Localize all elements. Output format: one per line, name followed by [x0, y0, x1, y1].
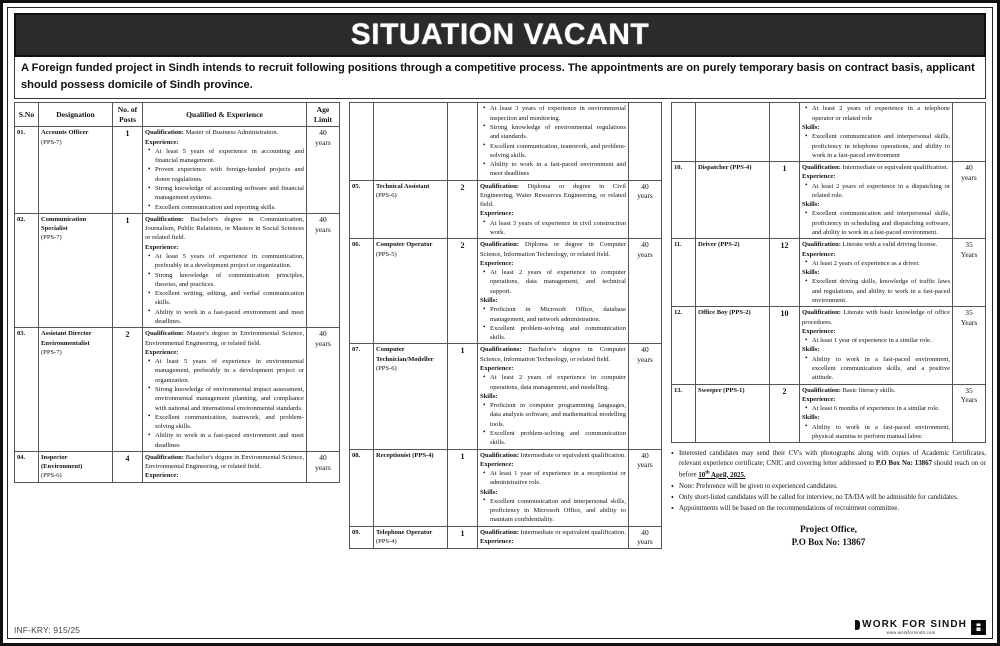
experience-item: • Excellent communication, teamwork, and problem-solving skills.	[145, 413, 304, 432]
header-posts: No. of Posts	[113, 103, 143, 127]
experience-item: • Ability to work in a fast-paced environment and meet deadlines.	[145, 308, 304, 327]
cell-age: 40 years	[306, 127, 339, 214]
experience-list	[802, 104, 950, 123]
qualification-text: Diploma or degree in Civil Engineering, Water Resources Engineering, or related field.	[479, 182, 626, 209]
experience-list	[145, 252, 304, 326]
qualification-text: Bachelor's degree in Communication, Journalism, Public Relations, or Masters in Social Sciences or related field.	[145, 215, 304, 242]
cell-designation	[695, 239, 769, 307]
cell-qualification	[477, 449, 628, 526]
cell-age: 40 years	[306, 213, 339, 327]
skills-label: Skills:	[801, 123, 820, 131]
po-box-bold: P.O Box No: 13867	[875, 460, 932, 468]
skills-item: • Ability to work in a fast-paced environment, physical stamina to perform manual labor.	[802, 423, 950, 442]
skills-list	[802, 355, 950, 383]
table-row	[349, 180, 661, 239]
experience-item: • At least 2 years of experience as a driver.	[802, 259, 950, 268]
designation-title: Driver (PPS-2)	[697, 241, 740, 249]
experience-item: • Strong knowledge of communication principles, theories, and practices.	[145, 271, 304, 290]
designation-pps: (PPS-6)	[375, 191, 397, 199]
table-row	[671, 384, 985, 443]
jobs-body-1	[15, 127, 340, 482]
skills-list	[480, 497, 626, 525]
table-row	[671, 239, 985, 307]
experience-list	[480, 373, 626, 392]
cell-designation	[373, 239, 447, 344]
cell-age: 40 years	[953, 162, 986, 239]
qualification-label: Qualification:	[801, 241, 841, 249]
cell-sno: 01.	[15, 127, 39, 214]
experience-label: Experience:	[479, 364, 514, 372]
cell-sno: 06.	[349, 239, 373, 344]
qualification-text: Bachelor's degree in Environmental Science, Environmental Engineering, or related field.	[145, 453, 304, 471]
designation-title: Computer Technician/Modeller	[375, 346, 434, 363]
job-column-3	[671, 102, 986, 634]
table-header-row	[15, 103, 340, 127]
experience-label: Experience:	[801, 327, 836, 335]
experience-list	[802, 404, 950, 413]
qualification-label: Qualification:	[479, 182, 519, 190]
cell-posts: 2	[769, 384, 799, 443]
cell-posts	[447, 103, 477, 180]
skills-label: Skills:	[479, 392, 498, 400]
experience-label: Experience:	[801, 250, 836, 258]
experience-label: Experience:	[479, 538, 514, 546]
qualification-label: Qualification:	[801, 164, 841, 172]
job-columns-container	[14, 102, 986, 634]
qualification-label: Qualification:	[801, 309, 841, 317]
cell-designation	[373, 180, 447, 239]
cell-qualification	[477, 239, 628, 344]
experience-label: Experience:	[479, 460, 514, 468]
skills-item: • Ability to work in a fast-paced environment, excellent communication skills, and a positive attitude.	[802, 355, 950, 383]
designation-title: Inspector (Environment)	[41, 453, 83, 471]
cell-designation	[695, 103, 769, 162]
cell-qualification	[143, 328, 307, 452]
qualification-label: Qualification:	[801, 386, 841, 394]
cell-age: 40 years	[628, 344, 661, 449]
cell-designation	[373, 449, 447, 526]
header-qualification: Qualified & Experience	[143, 103, 307, 127]
skills-list	[480, 305, 626, 342]
header-designation: Designation	[39, 103, 113, 127]
skills-item: • Excellent communication and interpersonal skills, proficiency in telephone operations, and ability to work in a fast-paced environment	[802, 132, 950, 160]
brand-logo	[855, 620, 986, 635]
cell-designation	[695, 307, 769, 384]
designation-pps: (PPS-7)	[41, 348, 62, 356]
experience-item: • At least 5 years of experience in environmental management, preferably in a development project or organization.	[145, 357, 304, 385]
experience-item: • At least 1 year of experience in a receptionist or administrative role.	[480, 469, 626, 488]
qualification-label: Qualification:	[145, 453, 184, 461]
qualification-line	[480, 528, 626, 537]
cell-sno: 13.	[671, 384, 695, 443]
advertisement-inner-border	[7, 7, 993, 639]
skills-list	[802, 277, 950, 305]
experience-list	[145, 357, 304, 450]
experience-item: • Excellent communication and reporting skills.	[145, 203, 304, 212]
cell-sno: 04.	[15, 451, 39, 482]
designation-title: Communication Specialist	[41, 215, 87, 233]
jobs-table-2	[349, 102, 662, 549]
qualification-label: Qualification:	[479, 451, 519, 459]
cell-age: 40 years	[628, 449, 661, 526]
table-row	[671, 307, 985, 384]
cell-sno: 11.	[671, 239, 695, 307]
skills-item: • Excellent driving skills, knowledge of traffic laws and regulations, and ability to work in a fast-paced environment.	[802, 277, 950, 305]
designation-pps: (PPS-6)	[41, 472, 62, 480]
cell-qualification	[143, 451, 307, 482]
skills-item: • Proficient in computer programming languages, data analysis software, and mathematical modelling tools.	[480, 401, 626, 429]
experience-label: Experience:	[145, 138, 179, 146]
experience-label: Experience:	[479, 210, 514, 218]
designation-title: Assistant Director Environmentalist	[41, 330, 92, 347]
experience-label: Experience:	[145, 348, 179, 356]
cell-designation	[39, 328, 113, 452]
designation-title: Technical Assistant	[375, 182, 430, 190]
cell-qualification	[477, 344, 628, 449]
experience-list	[802, 182, 950, 201]
cell-qualification	[477, 180, 628, 239]
experience-list	[480, 469, 626, 488]
signature-block	[671, 523, 986, 550]
qualification-text: Literate with basic knowledge of office procedures.	[801, 309, 950, 326]
cell-posts: 1	[113, 127, 143, 214]
skills-list	[802, 209, 950, 237]
designation-title: Receptionist (PPS-4)	[375, 451, 434, 459]
masthead-banner	[14, 13, 986, 57]
table-row	[349, 344, 661, 449]
skills-item: • Excellent problem-solving and communication skills.	[480, 324, 626, 343]
qualification-line	[480, 240, 626, 259]
designation-title: Sweeper (PPS-1)	[697, 386, 745, 394]
cell-age: 40 years	[628, 180, 661, 239]
cell-age: 40 years	[628, 239, 661, 344]
cell-posts	[769, 103, 799, 162]
experience-item: • At least 5 years of experience in communication, preferably in a development project or organization.	[145, 252, 304, 271]
cell-designation	[373, 344, 447, 449]
experience-item: • At least 6 months of experience in a similar role.	[802, 404, 950, 413]
cell-qualification	[477, 103, 628, 180]
table-row-continuation	[349, 103, 661, 180]
table-row	[15, 213, 340, 327]
qualification-line	[145, 128, 304, 137]
note-item: • Note: Preference will be given to experienced candidates.	[671, 482, 986, 492]
header-sno: S.No	[15, 103, 39, 127]
cell-age	[628, 103, 661, 180]
skills-list	[480, 401, 626, 447]
cell-sno: 10.	[671, 162, 695, 239]
note-item: • Appointments will be based on the recommendations of recruitment committee.	[671, 504, 986, 514]
experience-list	[802, 259, 950, 268]
experience-item: • Ability to work in a fast-paced environment and meet deadlines	[145, 431, 304, 450]
cell-posts: 2	[113, 328, 143, 452]
experience-item: • Strong knowledge of accounting software and financial management systems.	[145, 184, 304, 203]
designation-pps: (PPS-7)	[41, 138, 62, 146]
qualification-line	[802, 240, 950, 249]
footer-bar	[14, 615, 986, 635]
cell-posts: 10	[769, 307, 799, 384]
cell-designation	[39, 451, 113, 482]
qualification-label: Qualification:	[145, 129, 184, 137]
experience-item: • Proven experience with foreign-funded projects and donor regulations.	[145, 165, 304, 184]
qualification-line	[802, 163, 950, 172]
cell-designation	[39, 213, 113, 327]
skills-item: • Excellent problem-solving and communication skills.	[480, 429, 626, 448]
cell-sno: 03.	[15, 328, 39, 452]
cell-age	[953, 103, 986, 162]
qualification-text: Master of Business Administration.	[185, 129, 279, 137]
experience-label: Experience:	[479, 259, 514, 267]
notes-list	[671, 449, 986, 513]
designation-pps: (PPS-4)	[375, 538, 397, 546]
qr-code-icon	[971, 620, 986, 635]
cell-designation	[695, 384, 769, 443]
experience-list	[480, 104, 626, 178]
table-row	[15, 328, 340, 452]
experience-item: • At least 2 years of experience in computer operations, data management, and technical support.	[480, 268, 626, 296]
experience-item: • At least 3 years of experience in civil construction work.	[480, 219, 626, 238]
skills-label: Skills:	[801, 414, 820, 422]
cell-age: 40 years	[628, 526, 661, 548]
experience-list	[145, 147, 304, 212]
intro-paragraph: A Foreign funded project in Sindh intends to recruit following positions through a competitive process. The appointments are on purely temporary basis on contract basis, applicant should possess domicile of Sindh province.	[14, 57, 986, 99]
skills-label: Skills:	[479, 488, 498, 496]
cell-sno: 08.	[349, 449, 373, 526]
cell-posts: 2	[447, 239, 477, 344]
jobs-table-3	[671, 102, 986, 443]
cell-posts: 1	[113, 213, 143, 327]
jobs-table-1	[14, 102, 340, 482]
designation-title: Accounts Officer	[41, 129, 89, 137]
cell-age: 40 years	[306, 451, 339, 482]
cell-age: 40 years	[306, 328, 339, 452]
experience-item: • Excellent communication, teamwork, and problem-solving skills.	[480, 142, 626, 161]
designation-title: Telephone Operator	[375, 528, 433, 536]
skills-list	[802, 423, 950, 442]
cell-posts: 1	[447, 526, 477, 548]
cell-qualification	[143, 213, 307, 327]
experience-label: Experience:	[145, 243, 179, 251]
qualification-line	[480, 345, 626, 364]
cell-qualification	[143, 127, 307, 214]
cell-sno	[349, 103, 373, 180]
cell-posts: 1	[447, 344, 477, 449]
designation-pps: (PPS-6)	[375, 364, 397, 372]
table-row-continuation	[671, 103, 985, 162]
brand-url-label: www.workforsindh.com	[886, 629, 936, 635]
experience-list	[480, 219, 626, 238]
experience-list	[802, 336, 950, 345]
qualification-line	[145, 329, 304, 348]
column-divider-2	[662, 102, 671, 634]
signature-line-2: P.O Box No: 13867	[791, 536, 866, 547]
cell-posts: 1	[447, 449, 477, 526]
page-title: SITUATION VACANT	[350, 18, 650, 51]
qualification-line	[145, 453, 304, 472]
qualification-label: Qualification:	[145, 215, 184, 223]
signature-line-1: Project Office,	[800, 523, 857, 534]
experience-item: • At least 5 years of experience in accounting and financial management.	[145, 147, 304, 166]
qualification-line	[802, 386, 950, 395]
work-for-sindh-logo	[855, 620, 967, 635]
designation-title: Office Boy (PPS-2)	[697, 309, 751, 317]
experience-item: • At least 3 years of experience in environmental inspection and monitoring.	[480, 104, 626, 123]
column-divider-1	[340, 102, 349, 634]
experience-label: Experience:	[145, 472, 179, 480]
table-row	[671, 162, 985, 239]
table-row	[349, 449, 661, 526]
cell-qualification	[799, 162, 952, 239]
designation-pps: (PPS-7)	[41, 234, 62, 242]
experience-item: • Strong knowledge of environmental regulations and standards.	[480, 123, 626, 142]
qualification-line	[480, 451, 626, 460]
cell-qualification	[799, 103, 952, 162]
cell-sno: 12.	[671, 307, 695, 384]
experience-item: • At least 1 year of experience in a similar role.	[802, 336, 950, 345]
qualification-text: Intermediate or equivalent qualification.	[842, 164, 948, 172]
cell-sno: 09.	[349, 526, 373, 548]
experience-item: • At least 2 years of experience in a telephone operator or related role	[802, 104, 950, 123]
cell-qualification	[799, 307, 952, 384]
cell-age: 35 Years	[953, 239, 986, 307]
notes-section	[671, 449, 986, 514]
experience-item: • At least 2 years of experience in computer operations, data management, and modelling.	[480, 373, 626, 392]
experience-label: Experience:	[801, 173, 836, 181]
qualification-label: Qualifications:	[479, 346, 522, 354]
table-row	[15, 451, 340, 482]
experience-item: • Excellent writing, editing, and verbal communication skills.	[145, 289, 304, 308]
qualification-line	[145, 215, 304, 243]
qualification-text: Intermediate or equivalent qualification.	[520, 528, 626, 536]
table-row	[349, 526, 661, 548]
designation-pps: (PPS-5)	[375, 250, 397, 258]
table-row	[15, 127, 340, 214]
experience-list	[480, 268, 626, 296]
cell-posts: 12	[769, 239, 799, 307]
skills-label: Skills:	[801, 201, 820, 209]
experience-item: • Strong knowledge of environmental impact assessment, environmental management planning, and compliance with national and international environmental standards.	[145, 385, 304, 413]
qualification-label: Qualification:	[479, 241, 519, 249]
skills-item: • Excellent communication and interpersonal skills, proficiency in Microsoft Office, and ability to maintain confidentiality.	[480, 497, 626, 525]
inf-reference-code: INF-KRY: 915/25	[14, 625, 81, 635]
note-item: • Only short-listed candidates will be called for interview, no TA/DA will be admissible for candidates.	[671, 493, 986, 503]
cell-age: 35 Years	[953, 307, 986, 384]
qualification-label: Qualification:	[479, 528, 519, 536]
qualification-text: Bachelor's degree in Computer Science, Information Technology, or related field.	[479, 346, 626, 363]
jobs-body-2	[349, 103, 661, 549]
experience-item: • Ability to work in a fast-paced environment and meet deadlines	[480, 160, 626, 179]
experience-label: Experience:	[801, 395, 836, 403]
brand-name-label: WORK FOR SINDH	[862, 618, 967, 630]
designation-title: Computer Operator	[375, 241, 433, 249]
qualification-text: Basic literacy skills.	[842, 386, 896, 394]
skills-item: • Excellent communication and interpersonal skills, proficiency in scheduling and dispatching software, and ability to work in a fast-paced environment.	[802, 209, 950, 237]
cell-sno: 02.	[15, 213, 39, 327]
qualification-text: Diploma or degree in Computer Science, Information Technology, or related field.	[479, 241, 626, 258]
qualification-label: Qualification:	[145, 330, 184, 338]
cell-sno	[671, 103, 695, 162]
cell-sno: 07.	[349, 344, 373, 449]
cell-qualification	[799, 239, 952, 307]
cell-sno: 05.	[349, 180, 373, 239]
deadline-date: 10th April, 2025.	[698, 470, 746, 479]
experience-item: • At least 2 years of experience in a dispatching or related role.	[802, 182, 950, 201]
cell-posts: 1	[769, 162, 799, 239]
qualification-line	[802, 308, 950, 327]
skills-item: • Proficient in Microsoft Office, database management, and network administration.	[480, 305, 626, 324]
cell-posts: 4	[113, 451, 143, 482]
cell-age: 35 Years	[953, 384, 986, 443]
cell-designation	[373, 103, 447, 180]
cell-qualification	[799, 384, 952, 443]
qualification-text: Master's degree in Environmental Science, Environmental Engineering, or related field.	[145, 330, 304, 347]
cell-posts: 2	[447, 180, 477, 239]
cell-designation	[373, 526, 447, 548]
skills-label: Skills:	[479, 297, 498, 304]
flag-icon	[855, 620, 860, 630]
jobs-body-3	[671, 103, 985, 443]
cell-qualification	[477, 526, 628, 548]
header-age: Age Limit	[306, 103, 339, 127]
job-column-1	[14, 102, 340, 634]
qualification-text: Literate with a valid driving license.	[842, 241, 938, 249]
job-column-2	[349, 102, 662, 634]
cell-designation	[695, 162, 769, 239]
skills-label: Skills:	[801, 269, 820, 277]
designation-title: Dispatcher (PPS-4)	[697, 164, 752, 172]
qualification-line	[480, 182, 626, 210]
cell-designation	[39, 127, 113, 214]
qualification-text: Intermediate or equivalent qualification.	[520, 451, 626, 459]
skills-list	[802, 132, 950, 160]
table-row	[349, 239, 661, 344]
skills-label: Skills:	[801, 346, 820, 354]
note-item: • Interested candidates may send their CV's with photographs along with copies of Academic Certificates, relevant experience certificate; CNIC and covering letter addressed to P.O Box No: 13867 should reach on or before 10th April, 2025.	[671, 449, 986, 480]
